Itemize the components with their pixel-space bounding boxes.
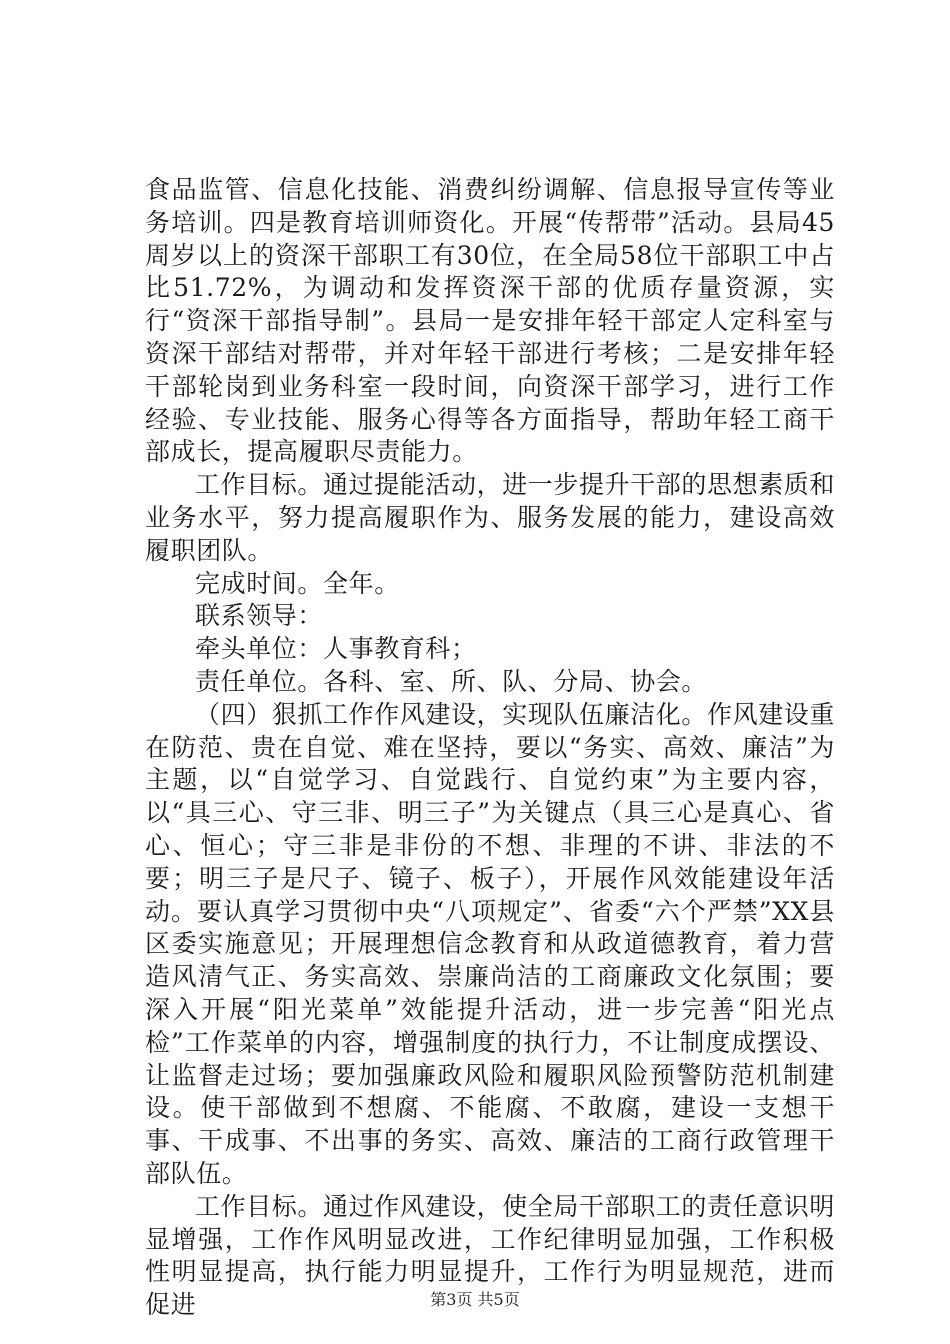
paragraph: 牵头单位：人事教育科； <box>195 634 477 664</box>
paragraph: 联系领导： <box>195 601 324 631</box>
document-body <box>145 174 835 1322</box>
paragraph: （四）狠抓工作作风建设，实现队伍廉洁化。作风建设重在防范、贵在自觉、难在坚持，要以“务实、高效、廉洁”为主题，以“自觉学习、自觉践行、自觉约束”为主要内容，以“具三心、守三非、明三子”为关键点（具三心是真心、省心、恒心；守三非是非份的不想、非理的不讲、非法的不要；明三子是尺子、镜子、板子），开展作风效能建设年活动。要认真学习贯彻中央“八项规定”、省委“六个严禁”XX县区委实施意见；开展理想信念教育和从政道德教育，着力营造风清气正、务实高效、崇廉尚洁的工商廉政文化氛围；要深入开展“阳光菜单”效能提升活动，进一步完善“阳光点检”工作菜单的内容，增强制度的执行力，不让制度成摆设、让监督走过场；要加强廉政风险和履职风险预警防范机制建设。使干部做到不想腐、不能腐、不敢腐，建设一支想干事、干成事、不出事的务实、高效、廉洁的工商行政管理干部队伍。 <box>145 699 836 1188</box>
paragraph: 工作目标。通过作风建设，使全局干部职工的责任意识明显增强，工作作风明显改进，工作纪律明显加强，工作积极性明显提高，执行能力明显提升，工作行为明显规范，进而促进 <box>145 1191 836 1320</box>
paragraph: 工作目标。通过提能活动，进一步提升干部的思想素质和业务水平，努力提高履职作为、服务发展的能力，建设高效履职团队。 <box>145 470 836 565</box>
page-number-footer: 第3页 共5页 <box>430 1290 520 1309</box>
paragraph: 责任单位。各科、室、所、队、分局、协会。 <box>195 666 708 696</box>
paragraph: 食品监管、信息化技能、消费纠纷调解、信息报导宣传等业务培训。四是教育培训师资化。开展“传帮带”活动。县局45周岁以上的资深干部职工有30位，在全局58位干部职工中占比51.72%，为调动和发挥资深干部的优质存量资源，实行“资深干部指导制”。县局一是安排年轻干部定人定科室与资深干部结对帮带，并对年轻干部进行考核；二是安排年轻干部轮岗到业务科室一段时间，向资深干部学习，进行工作经验、专业技能、服务心得等各方面指导，帮助年轻工商干部成长，提高履职尽责能力。 <box>145 175 835 467</box>
paragraph: 完成时间。全年。 <box>195 568 400 598</box>
